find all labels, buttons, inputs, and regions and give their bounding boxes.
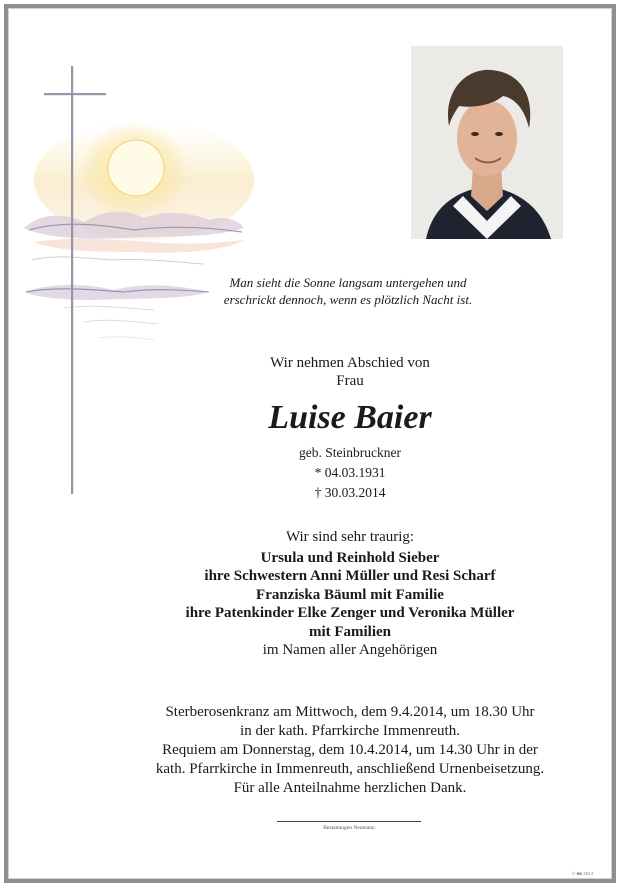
- service-line: Sterberosenkranz am Mittwoch, dem 9.4.2014, um 18.30 Uhr: [165, 704, 535, 720]
- death-date: † 30.03.2014: [314, 485, 386, 500]
- mourner-line: Ursula und Reinhold Sieber: [260, 549, 440, 566]
- farewell-line-1: Wir nehmen Abschied von: [270, 355, 430, 371]
- life-dates: [200, 443, 500, 503]
- quote: [190, 274, 506, 308]
- service-details: [100, 703, 600, 798]
- mourner-line: ihre Patenkinder Elke Zenger und Veronika Müller: [185, 605, 515, 621]
- undertaker-name: Bestattungen Neumann: [323, 825, 375, 831]
- deceased-name: Luise Baier: [268, 399, 432, 436]
- farewell-intro: [200, 354, 500, 390]
- farewell-line-2: Frau: [336, 373, 364, 389]
- portrait-photo: [411, 46, 563, 239]
- birth-date: * 04.03.1931: [314, 465, 386, 480]
- mourner-line: mit Familien: [308, 623, 392, 640]
- quote-line-2: erschrickt dennoch, wenn es plötzlich Nacht ist.: [223, 292, 473, 307]
- mourners-intro: Wir sind sehr traurig:: [285, 529, 415, 545]
- quote-line-1: Man sieht die Sonne langsam untergehen und: [229, 275, 467, 290]
- maiden-name: geb. Steinbruckner: [299, 445, 401, 460]
- portrait-illustration: [411, 46, 563, 239]
- mourners-block: [100, 528, 600, 660]
- signature-rule: [277, 821, 421, 822]
- service-line: in der kath. Pfarrkirche Immenreuth.: [240, 723, 460, 739]
- copyright-note: © ■■ 2014: [572, 871, 594, 876]
- service-line: kath. Pfarrkirche in Immenreuth, anschließend Urnenbeisetzung.: [155, 761, 545, 777]
- service-line: Für alle Anteilnahme herzlichen Dank.: [233, 780, 467, 796]
- mourner-line: Franziska Bäuml mit Familie: [256, 586, 444, 603]
- mourners-closing: im Namen aller Angehörigen: [262, 642, 438, 658]
- mourner-line: ihre Schwestern Anni Müller und Resi Scharf: [204, 568, 496, 584]
- service-line: Requiem am Donnerstag, dem 10.4.2014, um 14.30 Uhr in der: [162, 742, 538, 758]
